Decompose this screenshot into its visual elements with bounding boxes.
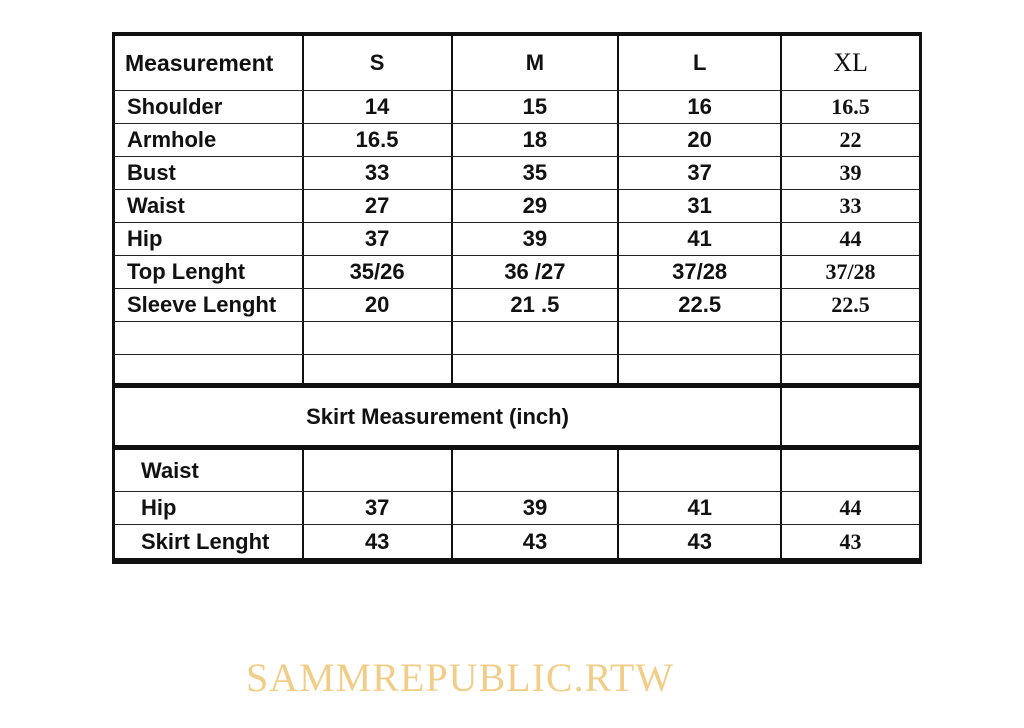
cell-s: 16.5 (304, 124, 453, 156)
table-row (115, 492, 919, 525)
cell-xl: 16.5 (831, 94, 870, 119)
cell-l: 31 (619, 190, 782, 222)
header-size-m: M (453, 36, 620, 90)
cell-xl: 22.5 (831, 292, 870, 317)
cell-xl (782, 450, 919, 491)
table-row-empty (115, 322, 919, 355)
cell-m: 15 (453, 91, 620, 123)
cell-l (619, 355, 782, 383)
table-row (115, 256, 919, 289)
row-label: Waist (115, 450, 304, 491)
table-row (115, 223, 919, 256)
cell-l: 20 (619, 124, 782, 156)
table-row (115, 450, 919, 492)
cell-xl (782, 322, 919, 354)
size-chart (112, 32, 922, 564)
cell-l: 22.5 (619, 289, 782, 321)
header-row (115, 36, 919, 91)
cell-xl: 33 (839, 193, 862, 218)
row-label (115, 355, 304, 383)
row-label: Shoulder (115, 91, 304, 123)
cell-s: 35/26 (304, 256, 453, 288)
cell-s (304, 355, 453, 383)
cell-s: 20 (304, 289, 453, 321)
cell-m (453, 322, 620, 354)
row-label: Armhole (115, 124, 304, 156)
table-row (115, 91, 919, 124)
brand-watermark: SAMMREPUBLIC.RTW (245, 655, 675, 700)
cell-l: 37/28 (619, 256, 782, 288)
cell-s (304, 450, 453, 491)
cell-s: 37 (304, 223, 453, 255)
table-row (115, 525, 919, 558)
header-size-s: S (304, 36, 453, 90)
header-measurement: Measurement (115, 36, 304, 90)
cell-m: 35 (453, 157, 620, 189)
cell-l: 16 (619, 91, 782, 123)
skirt-section-blank (782, 388, 919, 445)
skirt-section-title: Skirt Measurement (inch) (115, 388, 782, 445)
row-label: Waist (115, 190, 304, 222)
cell-xl: 44 (839, 226, 862, 251)
row-label: Skirt Lenght (115, 525, 304, 558)
cell-l (619, 450, 782, 491)
cell-l: 37 (619, 157, 782, 189)
cell-l: 43 (619, 525, 782, 558)
cell-xl: 22 (839, 127, 862, 152)
cell-xl: 44 (839, 495, 862, 520)
row-label: Bust (115, 157, 304, 189)
cell-m: 21 .5 (453, 289, 620, 321)
header-size-xl: XL (833, 48, 868, 77)
row-label: Hip (115, 492, 304, 524)
table-row (115, 190, 919, 223)
table-row (115, 124, 919, 157)
table-bottom-border (112, 558, 922, 564)
cell-m: 29 (453, 190, 620, 222)
header-size-l: L (619, 36, 782, 90)
cell-s: 37 (304, 492, 453, 524)
table-row (115, 157, 919, 190)
cell-m: 39 (453, 223, 620, 255)
cell-s: 27 (304, 190, 453, 222)
row-label: Sleeve Lenght (115, 289, 304, 321)
skirt-section-header (115, 388, 919, 450)
cell-s (304, 322, 453, 354)
cell-s: 43 (304, 525, 453, 558)
cell-m: 43 (453, 525, 620, 558)
row-label: Hip (115, 223, 304, 255)
size-chart-frame (112, 32, 922, 564)
cell-m (453, 355, 620, 383)
cell-s: 33 (304, 157, 453, 189)
cell-m: 39 (453, 492, 620, 524)
table-row (115, 289, 919, 322)
cell-s: 14 (304, 91, 453, 123)
table-row-empty (115, 355, 919, 388)
row-label (115, 322, 304, 354)
cell-l: 41 (619, 223, 782, 255)
cell-xl: 39 (839, 160, 862, 185)
cell-m: 18 (453, 124, 620, 156)
cell-l: 41 (619, 492, 782, 524)
cell-m (453, 450, 620, 491)
row-label: Top Lenght (115, 256, 304, 288)
cell-m: 36 /27 (453, 256, 620, 288)
cell-l (619, 322, 782, 354)
cell-xl: 37/28 (825, 259, 876, 284)
cell-xl: 43 (839, 528, 862, 554)
cell-xl (782, 355, 919, 383)
